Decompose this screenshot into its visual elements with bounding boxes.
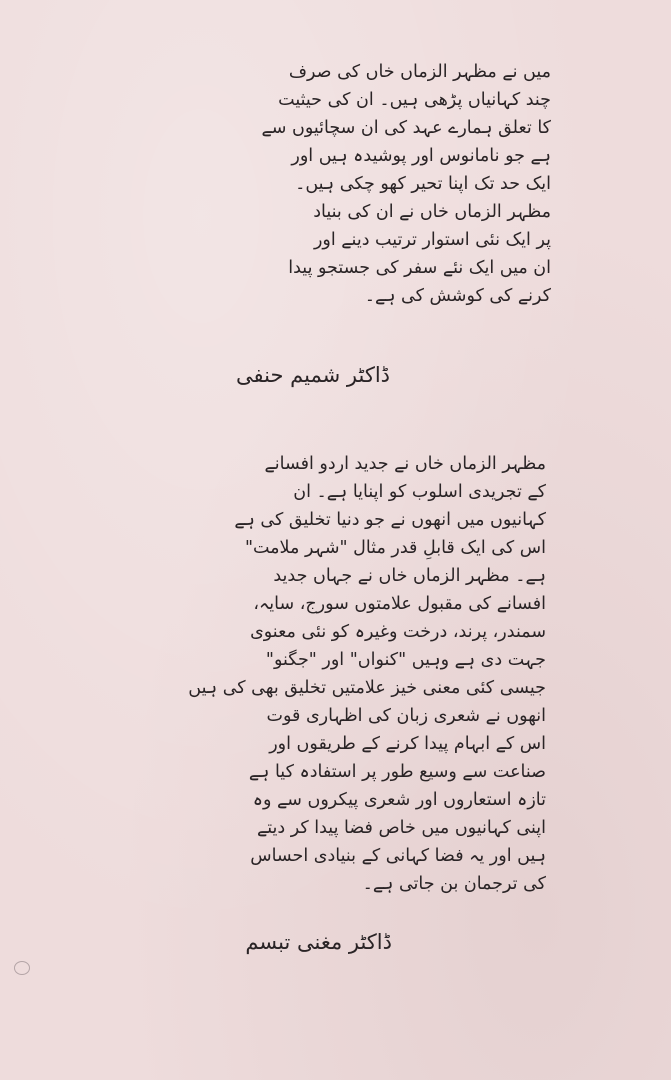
blurb-line: اس کی ایک قابلِ قدر مثال "شہر ملامت" [244, 538, 546, 558]
blurb-line: چند کہانیاں پڑھی ہیں۔ ان کی حیثیت [278, 90, 551, 110]
blurb-line: اپنی کہانیوں میں خاص فضا پیدا کر دیتے [256, 818, 546, 838]
blurb-mughni-tabassum [171, 456, 546, 904]
blurb-line: کا تعلق ہمارے عہد کی ان سچائیوں سے [261, 118, 551, 138]
blurb-line: کے تجریدی اسلوب کو اپنایا ہے۔ ان [293, 482, 546, 502]
blurb-line: ایک حد تک اپنا تحیر کھو چکی ہیں۔ [295, 174, 551, 194]
blurb-line: جہت دی ہے وہیں "کنواں" اور "جگنو" [265, 650, 546, 670]
blurb-line: کی ترجمان بن جاتی ہے۔ [362, 874, 546, 894]
blurb-line: تازہ استعاروں اور شعری پیکروں سے وہ [252, 790, 546, 810]
paper-blemish-mark [14, 961, 30, 975]
blurb-line: میں نے مظہر الزماں خاں کی صرف [288, 62, 551, 82]
blurb-line: ہے جو نامانوس اور پوشیدہ ہیں اور [291, 146, 551, 166]
blurb-line: پر ایک نئی استوار ترتیب دینے اور [313, 230, 551, 250]
blurb-line: مظہر الزماں خاں نے جدید اردو افسانے [264, 454, 546, 474]
blurb-line: کہانیوں میں انھوں نے جو دنیا تخلیق کی ہے [234, 510, 546, 530]
blurb-line: افسانے کی مقبول علامتوں سورج، سایہ، [253, 594, 546, 614]
blurb-line: سمندر، پرند، درخت وغیرہ کو نئی معنوی [250, 622, 546, 642]
blurb-line: ہیں اور یہ فضا کہانی کے بنیادی احساس [250, 846, 546, 866]
blurb-line: ان میں ایک نئے سفر کی جستجو پیدا [288, 258, 551, 278]
blurb-line: کرنے کی کوشش کی ہے۔ [364, 286, 551, 306]
blurb-line: انھوں نے شعری زبان کی اظہاری قوت [266, 706, 546, 726]
blurb-shamim-hanfi [171, 64, 551, 316]
signature-mughni-tabassum: ڈاکٹر مغنی تبسم [245, 930, 392, 954]
signature-shamim-hanfi: ڈاکٹر شمیم حنفی [236, 363, 390, 387]
blurb-line: اس کے ابہام پیدا کرنے کے طریقوں اور [269, 734, 546, 754]
blurb-line: صناعت سے وسیع طور پر استفادہ کیا ہے [248, 762, 546, 782]
blurb-line: جیسی کئی معنی خیز علامتیں تخلیق بھی کی ہیں [188, 678, 546, 698]
blurb-line: مظہر الزماں خاں نے ان کی بنیاد [313, 202, 551, 222]
blurb-line: ہے۔ مظہر الزماں خاں نے جہاں جدید [273, 566, 546, 586]
